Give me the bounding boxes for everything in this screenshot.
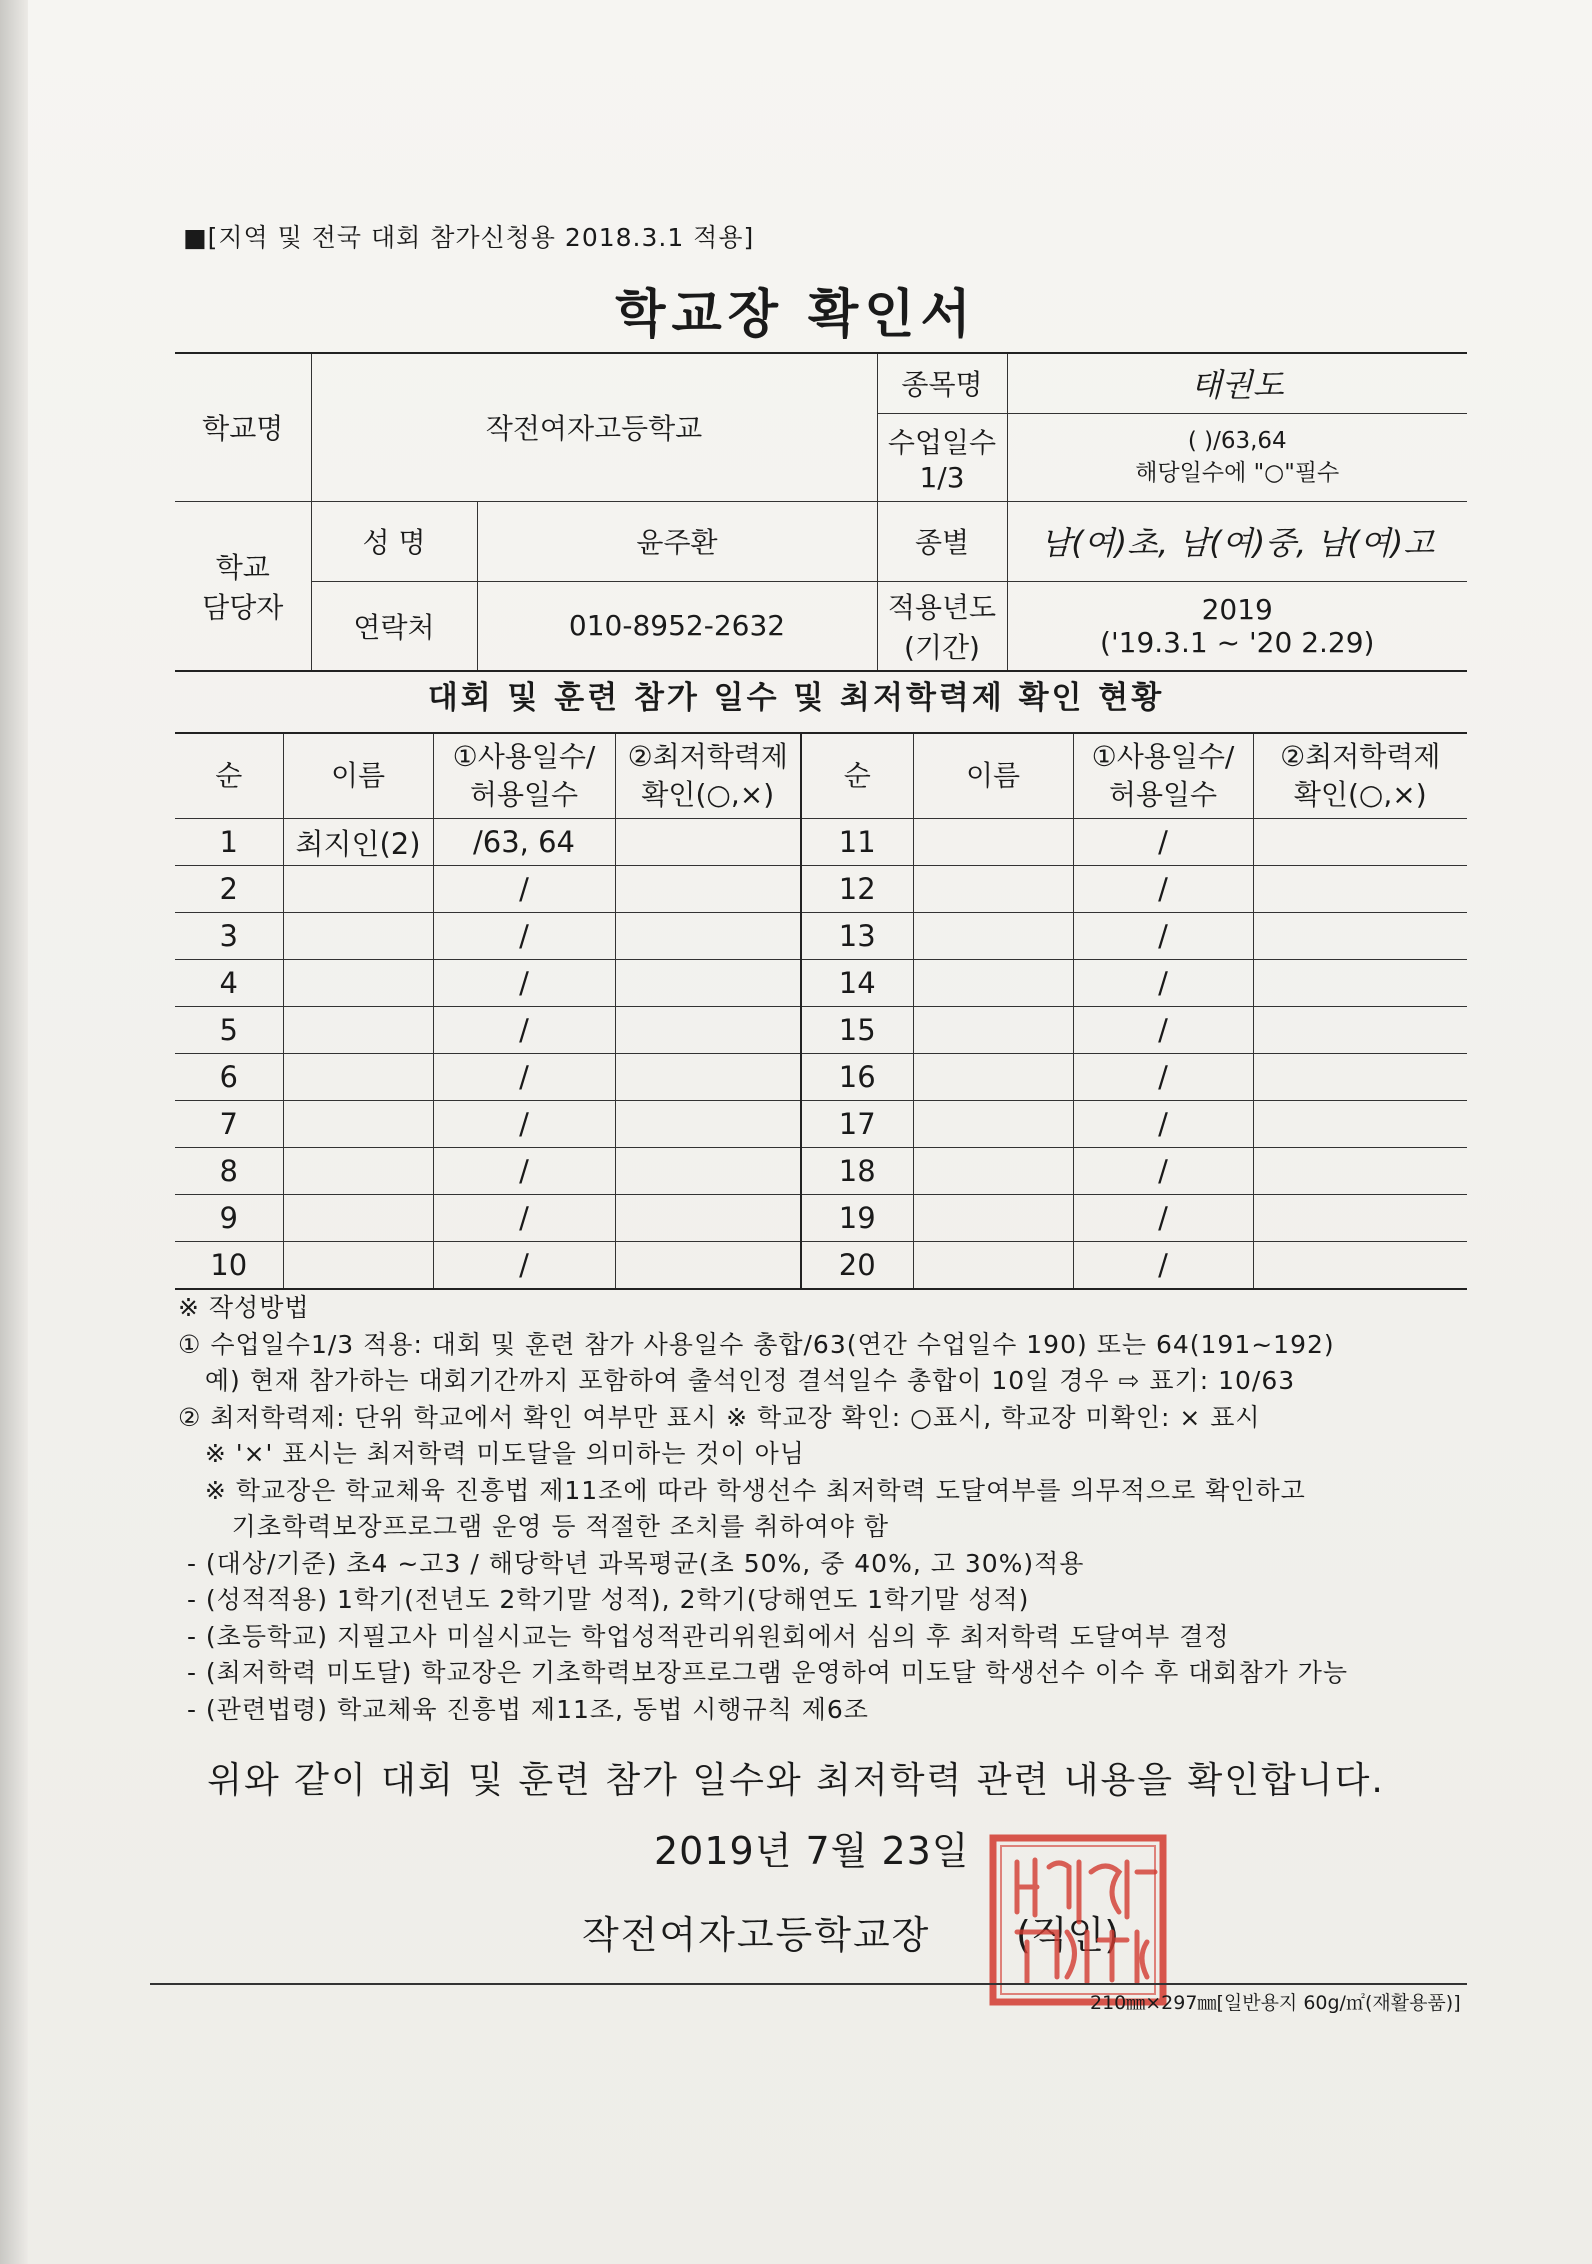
cell-left-days: / (433, 960, 615, 1007)
cell-left-check (615, 819, 801, 866)
table-row (175, 1054, 1467, 1101)
cell-left-name (283, 1054, 433, 1101)
cell-right-name (913, 1242, 1073, 1290)
header-days-line2: 허용일수 (469, 778, 579, 811)
cell-right-name (913, 866, 1073, 913)
cell-left-check (615, 960, 801, 1007)
instruction-line: - (대상/기준) 초4 ~고3 / 해당학년 과목평균(초 50%, 중 40%, 고 30%)적용 (178, 1548, 1085, 1578)
participation-rows (175, 819, 1467, 1290)
header-no-left: 순 (175, 733, 283, 819)
class-days-label (877, 413, 1007, 501)
cell-left-no: 6 (175, 1054, 283, 1101)
class-days-label-line2: 1/3 (919, 460, 965, 494)
cell-right-check (1253, 1101, 1467, 1148)
cell-left-days: / (433, 1148, 615, 1195)
header-check-line2: 확인(○,×) (1293, 778, 1427, 811)
school-label: 학교명 (175, 353, 311, 501)
header-check-line1: ②최저학력제 (1280, 740, 1441, 773)
instruction-line: ※ 작성방법 (178, 1293, 310, 1322)
cell-right-name (913, 1101, 1073, 1148)
cell-right-no: 19 (801, 1195, 913, 1242)
cell-right-days: / (1073, 1148, 1253, 1195)
cell-right-check (1253, 960, 1467, 1007)
cell-left-no: 3 (175, 913, 283, 960)
year-value-line2: ('19.3.1 ~ '20 2.29) (1100, 625, 1375, 659)
section-title: 대회 및 훈련 참가 일수 및 최저학력제 확인 현황 (427, 680, 1165, 716)
cell-left-name (283, 960, 433, 1007)
gender-value: 남(여)초, 남(여)중, 남(여)고 (1007, 501, 1467, 581)
year-label-line2: (기간) (904, 630, 980, 664)
cell-right-check (1253, 1242, 1467, 1290)
instruction-line: ※ 학교장은 학교체육 진흥법 제11조에 따라 학생선수 최저학력 도달여부를 의무적으로 확인하고 (178, 1475, 1306, 1505)
header-check-line2: 확인(○,×) (641, 778, 775, 811)
instruction-line: - (초등학교) 지필고사 미실시교는 학업성적관리위원회에서 심의 후 최저학력 도달여부 결정 (178, 1621, 1230, 1651)
table-row (175, 1101, 1467, 1148)
cell-left-name (283, 1148, 433, 1195)
cell-left-days: / (433, 1007, 615, 1054)
header-days-line2: 허용일수 (1108, 778, 1218, 811)
principal-signature-name: 작전여자고등학교장 (582, 1913, 931, 1957)
cell-left-no: 4 (175, 960, 283, 1007)
contact-label: 연락처 (311, 581, 477, 671)
cell-right-days: / (1073, 960, 1253, 1007)
cell-right-check (1253, 866, 1467, 913)
cell-right-days: / (1073, 819, 1253, 866)
header-days-right (1073, 733, 1253, 819)
header-check-line1: ②최저학력제 (627, 740, 788, 773)
cell-right-days: / (1073, 1195, 1253, 1242)
official-seal-stamp (987, 1832, 1169, 2008)
cell-left-check (615, 1007, 801, 1054)
cell-right-check (1253, 819, 1467, 866)
cell-left-check (615, 1195, 801, 1242)
form-notice: ■[지역 및 전국 대회 참가신청용 2018.3.1 적용] (183, 223, 755, 252)
cell-left-name (283, 1242, 433, 1290)
sport-value: 태권도 (1007, 353, 1467, 413)
cell-right-no: 11 (801, 819, 913, 866)
footer-divider (150, 1983, 1467, 1985)
cell-right-days: / (1073, 1007, 1253, 1054)
writing-instructions (178, 1290, 1348, 1728)
cell-left-name (283, 1101, 433, 1148)
cell-right-days: / (1073, 1054, 1253, 1101)
instruction-line: - (관련법령) 학교체육 진흥법 제11조, 동법 시행규칙 제6조 (178, 1694, 869, 1724)
issue-date: 2019년 7월 23일 (654, 1829, 970, 1873)
seal-placeholder-text: (직인) (1016, 1913, 1120, 1957)
cell-left-name (283, 913, 433, 960)
cell-right-check (1253, 1148, 1467, 1195)
cell-right-no: 16 (801, 1054, 913, 1101)
header-name-left: 이름 (283, 733, 433, 819)
cell-right-check (1253, 913, 1467, 960)
cell-right-no: 13 (801, 913, 913, 960)
instruction-line: ② 최저학력제: 단위 학교에서 확인 여부만 표시 ※ 학교장 확인: ○표시, 학교장 미확인: × 표시 (178, 1402, 1261, 1432)
cell-left-name: 최지인(2) (283, 819, 433, 866)
instruction-line: - (최저학력 미도달) 학교장은 기초학력보장프로그램 운영하여 미도달 학생선수 이수 후 대회참가 가능 (178, 1658, 1349, 1687)
cell-left-check (615, 1101, 801, 1148)
cell-right-check (1253, 1195, 1467, 1242)
cell-left-no: 8 (175, 1148, 283, 1195)
contact-value: 010-8952-2632 (477, 581, 877, 671)
year-value (1007, 581, 1467, 671)
header-check-left (615, 733, 801, 819)
instruction-line: ※ '×' 표시는 최저학력 미도달을 의미하는 것이 아님 (178, 1439, 805, 1468)
cell-left-no: 2 (175, 866, 283, 913)
cell-right-days: / (1073, 1242, 1253, 1290)
document-title: 학교장 확인서 (615, 285, 977, 345)
instruction-line: - (성적적용) 1학기(전년도 2학기말 성적), 2학기(당해연도 1학기말 성적) (178, 1585, 1030, 1614)
cell-right-name (913, 1007, 1073, 1054)
cell-right-days: / (1073, 913, 1253, 960)
sport-label: 종목명 (877, 353, 1007, 413)
cell-left-check (615, 1242, 801, 1290)
year-label-line1: 적용년도 (887, 590, 997, 624)
cell-left-no: 7 (175, 1101, 283, 1148)
instruction-line: 기초학력보장프로그램 운영 등 적절한 조치를 취하여야 함 (178, 1512, 889, 1541)
cell-left-check (615, 866, 801, 913)
instruction-line: ① 수업일수1/3 적용: 대회 및 훈련 참가 사용일수 총합/63(연간 수업일수 190) 또는 64(191~192) (178, 1329, 1335, 1359)
cell-right-no: 18 (801, 1148, 913, 1195)
cell-right-days: / (1073, 1101, 1253, 1148)
cell-left-days: / (433, 1054, 615, 1101)
table-row (175, 913, 1467, 960)
cell-left-days: / (433, 1242, 615, 1290)
participation-table (175, 732, 1467, 1290)
year-label (877, 581, 1007, 671)
cell-left-name (283, 1195, 433, 1242)
cell-left-check (615, 913, 801, 960)
class-days-value (1007, 413, 1467, 501)
cell-left-days: / (433, 1101, 615, 1148)
gender-label: 종별 (877, 501, 1007, 581)
cell-right-no: 20 (801, 1242, 913, 1290)
school-info-table (175, 352, 1467, 672)
cell-right-name (913, 1195, 1073, 1242)
year-value-line1: 2019 (1201, 592, 1273, 626)
header-check-right (1253, 733, 1467, 819)
header-days-left (433, 733, 615, 819)
confirmation-statement: 위와 같이 대회 및 훈련 참가 일수와 최저학력 관련 내용을 확인합니다. (207, 1760, 1385, 1801)
cell-left-days: / (433, 866, 615, 913)
cell-right-days: / (1073, 866, 1253, 913)
cell-left-no: 10 (175, 1242, 283, 1290)
table-row (175, 1148, 1467, 1195)
table-row (175, 960, 1467, 1007)
paper-specification: 210㎜×297㎜[일반용지 60g/㎡(재활용품)] (1090, 1992, 1461, 2014)
table-row (175, 1195, 1467, 1242)
name-label: 성 명 (311, 501, 477, 581)
cell-left-days: / (433, 1195, 615, 1242)
cell-right-name (913, 1148, 1073, 1195)
cell-right-no: 14 (801, 960, 913, 1007)
name-value: 윤주환 (477, 501, 877, 581)
table-row (175, 819, 1467, 866)
cell-right-no: 17 (801, 1101, 913, 1148)
class-days-note: 해당일수에 "○"필수 (1135, 459, 1340, 486)
cell-right-name (913, 819, 1073, 866)
manager-label-line2: 담당자 (202, 590, 284, 624)
manager-label (175, 501, 311, 671)
table-row (175, 1007, 1467, 1054)
instruction-line: 예) 현재 참가하는 대회기간까지 포함하여 출석인정 결석일수 총합이 10일 경우 ⇨ 표기: 10/63 (178, 1366, 1296, 1395)
cell-right-name (913, 960, 1073, 1007)
header-name-right: 이름 (913, 733, 1073, 819)
header-no-right: 순 (801, 733, 913, 819)
cell-left-name (283, 866, 433, 913)
class-days-fraction: ( )/63,64 (1187, 427, 1287, 454)
cell-right-name (913, 1054, 1073, 1101)
cell-left-check (615, 1054, 801, 1101)
header-days-line1: ①사용일수/ (452, 740, 596, 773)
cell-left-days: / (433, 913, 615, 960)
cell-right-check (1253, 1054, 1467, 1101)
cell-left-days: /63, 64 (433, 819, 615, 866)
cell-right-name (913, 913, 1073, 960)
cell-right-no: 15 (801, 1007, 913, 1054)
school-name: 작전여자고등학교 (311, 353, 877, 501)
header-days-line1: ①사용일수/ (1091, 740, 1235, 773)
cell-right-check (1253, 1007, 1467, 1054)
cell-left-check (615, 1148, 801, 1195)
cell-left-no: 1 (175, 819, 283, 866)
cell-left-no: 5 (175, 1007, 283, 1054)
cell-right-no: 12 (801, 866, 913, 913)
cell-left-no: 9 (175, 1195, 283, 1242)
class-days-label-line1: 수업일수 (887, 425, 997, 459)
cell-left-name (283, 1007, 433, 1054)
manager-label-line1: 학교 (215, 550, 270, 584)
table-row (175, 1242, 1467, 1290)
table-row (175, 866, 1467, 913)
